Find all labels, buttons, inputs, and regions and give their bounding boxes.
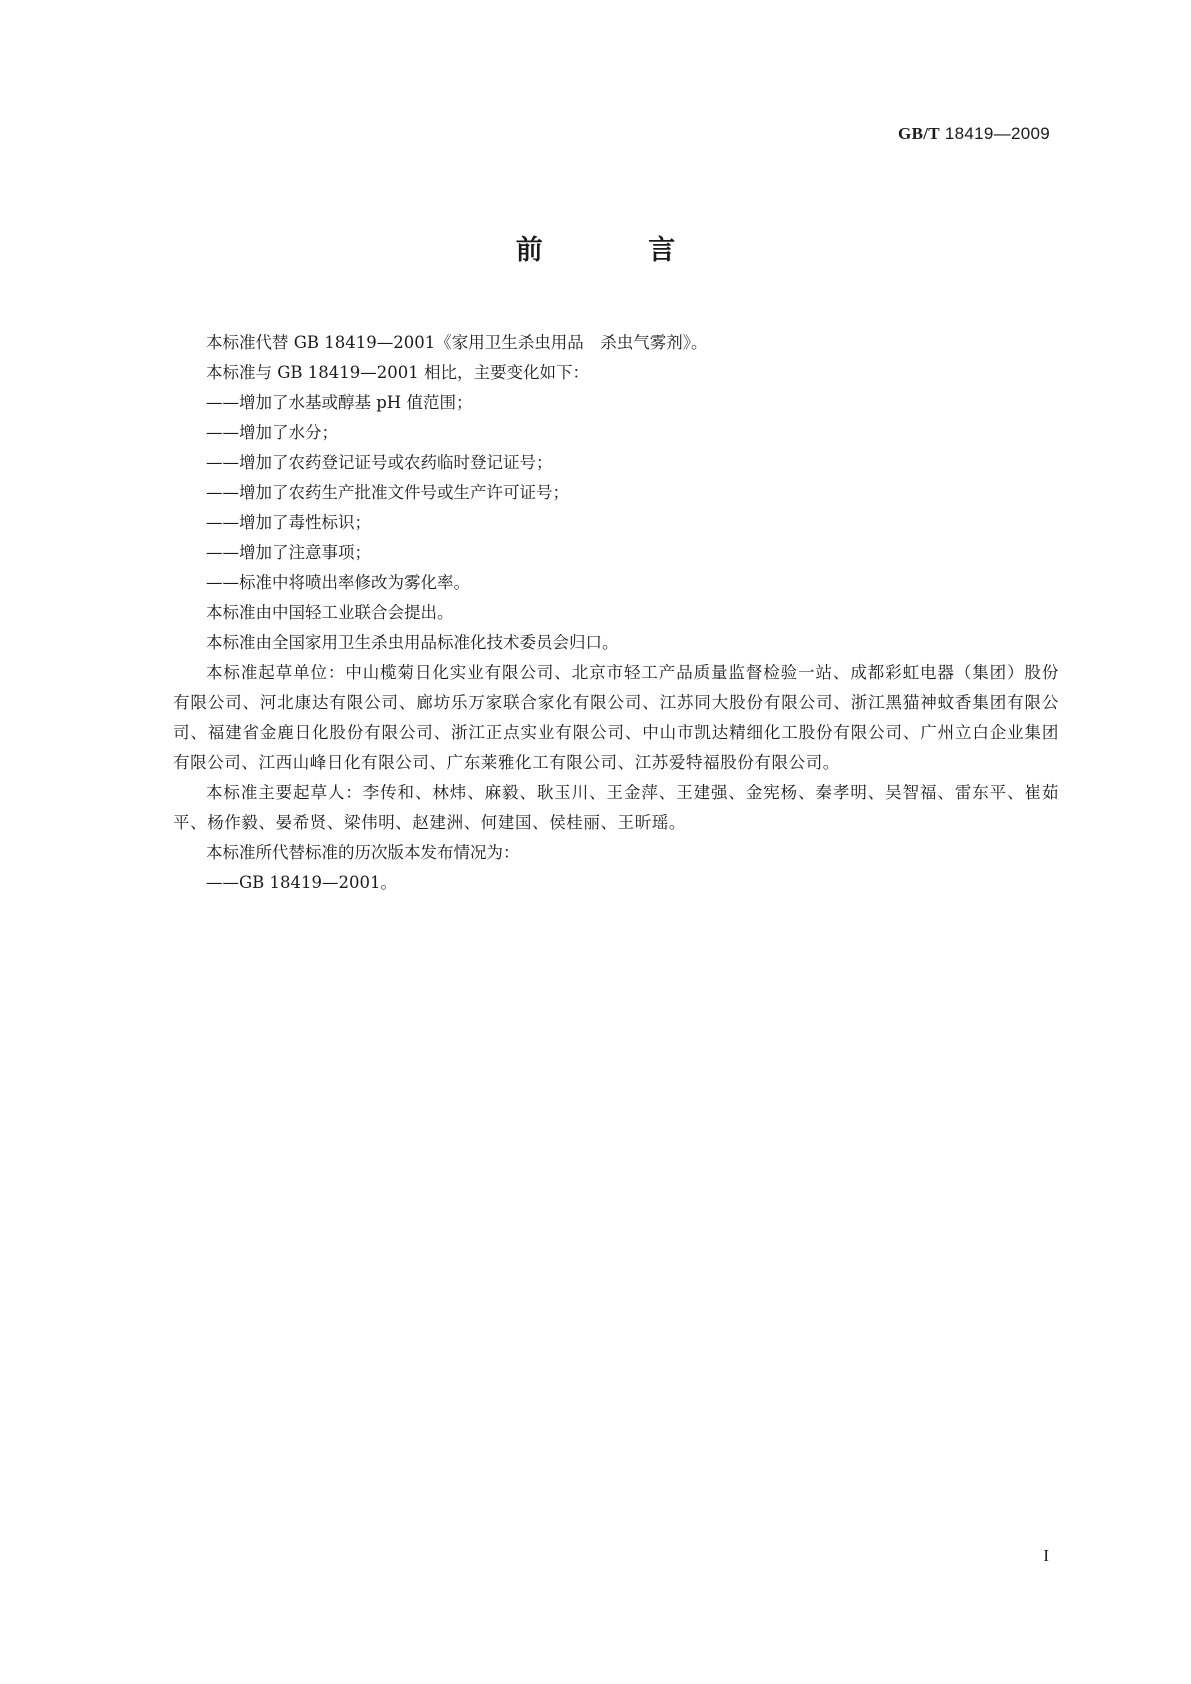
history-item: ——GB 18419—2001。 xyxy=(206,873,398,892)
paragraph-drafting-units: 本标准起草单位：中山榄菊日化实业有限公司、北京市轻工产品质量监督检验一站、成都彩虹电器（集团）股份有限公司、河北康达有限公司、廊坊乐万家联合家化有限公司、江苏同大股份有限公司、浙江黑猫神蚊香集团有限公司、福建省金鹿日化股份有限公司、浙江正点实业有限公司、中山市凯达精细化工股份有限公司、广州立白企业集团有限公司、江西山峰日化有限公司、广东莱雅化工有限公司、江苏爱特福股份有限公司。 xyxy=(173,663,1059,772)
change-item: ——增加了农药生产批准文件号或生产许可证号； xyxy=(206,483,569,502)
standard-code-number: 18419—2009 xyxy=(944,124,1050,143)
paragraph-proposed-by: 本标准由中国轻工业联合会提出。 xyxy=(206,603,454,622)
change-item: ——增加了农药登记证号或农药临时登记证号； xyxy=(206,453,553,472)
paragraph-changes-intro: 本标准与 GB 18419—2001 相比，主要变化如下： xyxy=(206,363,590,382)
change-item: ——增加了注意事项； xyxy=(206,543,371,562)
change-item: ——增加了水分； xyxy=(206,423,338,442)
paragraph-history-intro: 本标准所代替标准的历次版本发布情况为： xyxy=(206,843,520,862)
page-number: I xyxy=(1043,1546,1049,1565)
preface-body xyxy=(173,328,1059,898)
paragraph-centralized-by: 本标准由全国家用卫生杀虫用品标准化技术委员会归口。 xyxy=(206,633,619,652)
change-item: ——增加了毒性标识； xyxy=(206,513,371,532)
standard-code xyxy=(898,124,1050,144)
page-title: 前 言 xyxy=(515,235,724,266)
change-item: ——标准中将喷出率修改为雾化率。 xyxy=(206,573,470,592)
change-item: ——增加了水基或醇基 pH 值范围； xyxy=(206,393,473,412)
paragraph-replaces: 本标准代替 GB 18419—2001《家用卫生杀虫用品 杀虫气雾剂》。 xyxy=(206,333,708,352)
paragraph-main-drafters: 本标准主要起草人：李传和、林炜、麻毅、耿玉川、王金萍、王建强、金宪杨、秦孝明、吴智福、雷东平、崔茹平、杨作毅、晏希贤、梁伟明、赵建洲、何建国、侯桂丽、王昕瑶。 xyxy=(173,783,1059,832)
standard-code-prefix: GB/T xyxy=(898,124,940,143)
